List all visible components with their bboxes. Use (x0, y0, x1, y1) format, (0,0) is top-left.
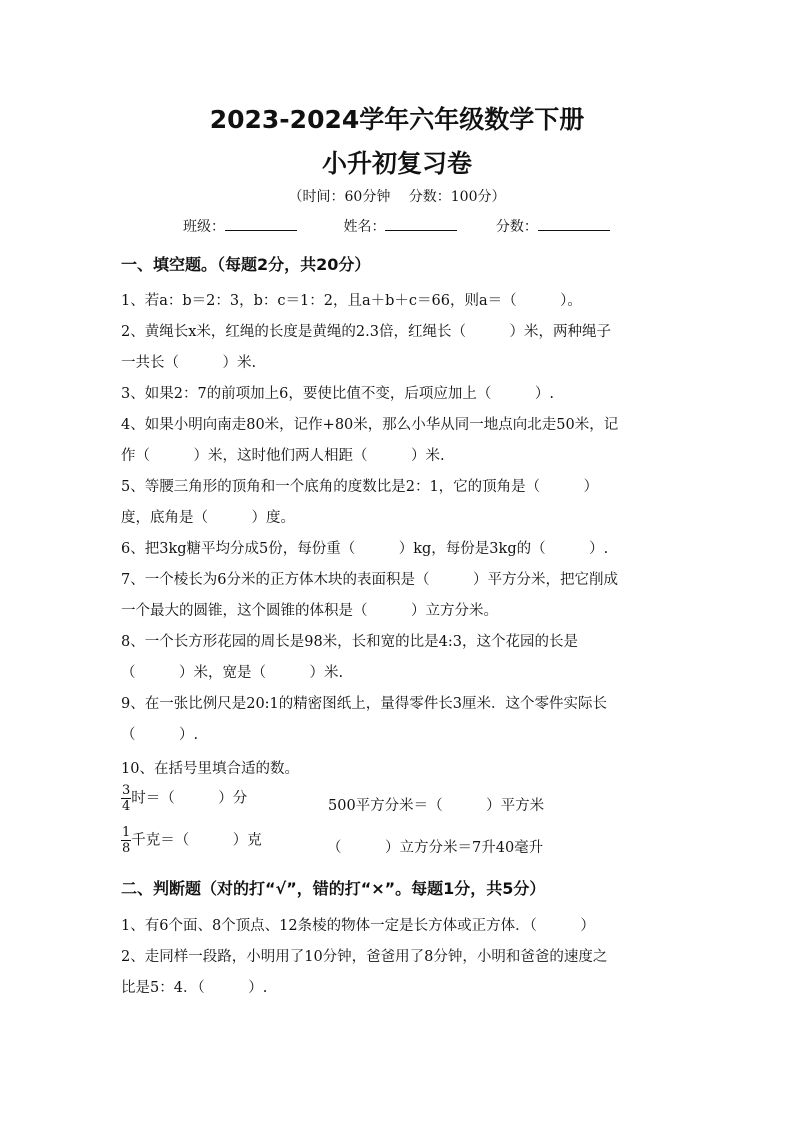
q10-item-1 (121, 784, 247, 813)
q10-item-4: （ ）立方分米＝7升40毫升 (327, 840, 544, 856)
question-line: 一个最大的圆锥，这个圆锥的体积是（ ）立方分米。 (121, 603, 498, 619)
question-line: 9、在一张比例尺是20:1的精密图纸上，量得零件长3厘米．这个零件实际长 (121, 696, 608, 712)
fraction-denominator: 4 (122, 799, 131, 814)
question-line: 度，底角是（ ）度。 (121, 510, 295, 526)
exam-time-score-info: （时间：60分钟 分数：100分） (288, 189, 506, 205)
q10-item-1-text: 时＝（ ）分 (131, 790, 248, 807)
score-blank (538, 216, 610, 231)
q10-item-2: 500平方分米＝（ ）平方米 (328, 798, 545, 814)
question-line: 3、如果2：7的前项加上6，要使比值不变，后项应加上（ ）. (121, 386, 555, 402)
fraction-denominator: 8 (122, 841, 131, 856)
q10-item-3 (121, 826, 262, 855)
fraction-numerator: 3 (122, 783, 131, 798)
question-line: （ ）. (121, 727, 199, 743)
question-line: 10、在括号里填合适的数。 (121, 761, 299, 777)
question-line: 比是5：4．（ ）. (121, 980, 268, 996)
question-line: 一共长（ ）米. (121, 355, 257, 371)
question-line: 2、黄绳长x米，红绳的长度是黄绳的2.3倍，红绳长（ ）米，两种绳子 (121, 324, 611, 340)
exam-subtitle: 小升初复习卷 (321, 149, 472, 178)
class-label: 班级： (183, 219, 225, 235)
name-label: 姓名： (343, 219, 386, 235)
class-blank (225, 216, 297, 231)
question-line: （ ）米，宽是（ ）米. (121, 665, 344, 681)
fraction (121, 784, 131, 813)
section-2-heading: 二、判断题（对的打“√”，错的打“×”。每题1分，共5分） (121, 879, 546, 898)
question-line: 6、把3kg糖平均分成5份，每份重（ ）kg，每份是3kg的（ ）. (121, 541, 609, 557)
question-line: 2、走同样一段路，小明用了10分钟，爸爸用了8分钟，小明和爸爸的速度之 (121, 949, 608, 965)
q10-item-3-text: 千克＝（ ）克 (131, 832, 262, 849)
question-line: 5、等腰三角形的顶角和一个底角的度数比是2：1，它的顶角是（ ） (121, 479, 599, 495)
question-line: 8、一个长方形花园的周长是98米，长和宽的比是4:3，这个花园的长是 (121, 634, 579, 650)
question-line: 4、如果小明向南走80米，记作+80米，那么小华从同一地点向北走50米，记 (121, 417, 619, 433)
question-line: 作（ ）米，这时他们两人相距（ ）米. (121, 448, 445, 464)
question-line: 1、有6个面、8个顶点、12条棱的物体一定是长方体或正方体．（ ） (121, 918, 595, 934)
score-label: 分数： (495, 219, 538, 235)
question-line: 1、若a：b＝2：3，b：c＝1：2，且a＋b＋c＝66，则a＝（ ）。 (121, 293, 582, 309)
name-blank (385, 216, 457, 231)
exam-title: 2023-2024学年六年级数学下册 (209, 105, 585, 134)
question-line: 7、一个棱长为6分米的正方体木块的表面积是（ ）平方分米，把它削成 (121, 572, 618, 588)
section-1-heading: 一、填空题。（每题2分，共20分） (121, 255, 371, 274)
student-info-row (183, 216, 610, 236)
fraction-numerator: 1 (122, 825, 131, 840)
fraction (121, 826, 131, 855)
